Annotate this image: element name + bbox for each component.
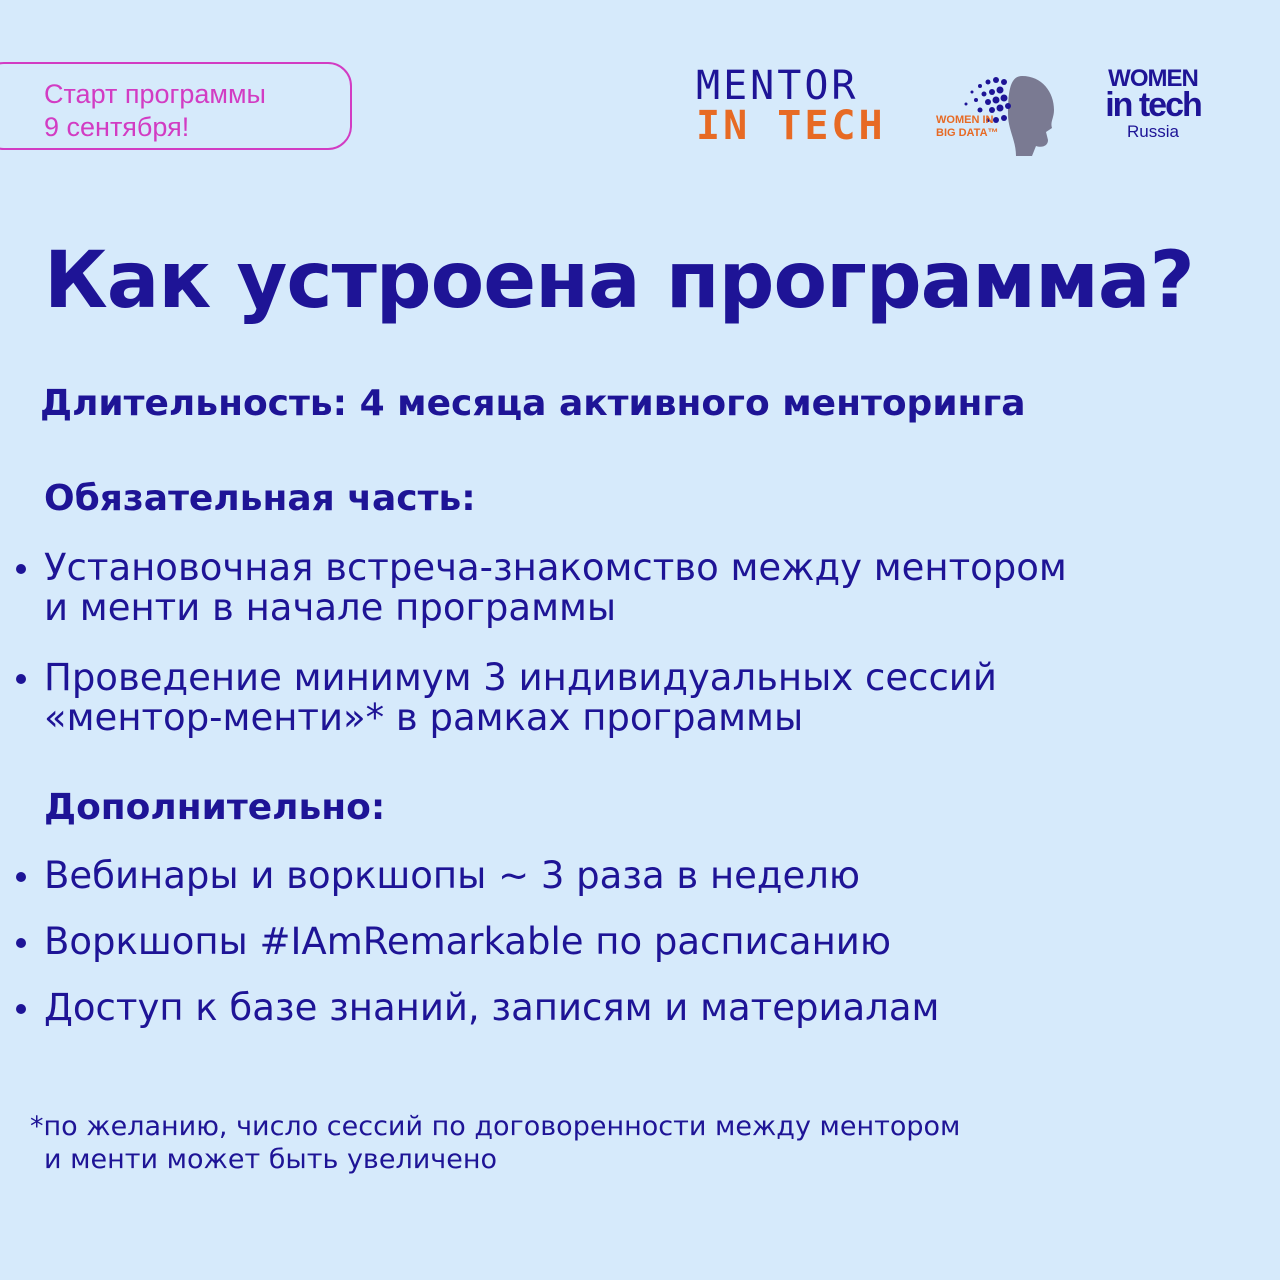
women-in-tech-line-3: Russia	[1127, 122, 1179, 141]
women-in-tech-line-2: in tech	[1105, 86, 1201, 124]
list-item	[0, 548, 1224, 628]
women-in-tech-logo	[1090, 65, 1216, 142]
women-in-big-data-line-1: WOMEN IN	[936, 114, 994, 126]
list-item-text: Доступ к базе знаний, записям и материалам	[44, 986, 940, 1029]
list-item-line-2: и менти в начале программы	[44, 586, 617, 629]
women-in-big-data-logo	[936, 70, 1060, 158]
program-start-badge	[0, 62, 352, 150]
list-item-text: Вебинары и воркшопы ~ 3 раза в неделю	[44, 854, 861, 897]
list-item	[0, 856, 1224, 896]
list-item	[0, 658, 1224, 738]
footnote	[30, 1110, 960, 1176]
page-title: Как устроена программа?	[44, 236, 1194, 326]
list-item	[0, 988, 1224, 1028]
footnote-line-2: и менти может быть увеличено	[44, 1144, 497, 1175]
mandatory-section-title: Обязательная часть:	[44, 478, 476, 519]
list-item-line-1: Проведение минимум 3 индивидуальных сессий	[44, 656, 997, 699]
additional-list	[0, 856, 1224, 1028]
mandatory-list	[0, 548, 1224, 738]
partner-logos	[696, 63, 1216, 156]
list-item-line-1: Установочная встреча-знакомство между ментором	[44, 546, 1067, 589]
mentor-in-tech-logo-line-2: IN TECH	[696, 103, 886, 149]
bullet-icon	[16, 938, 26, 948]
badge-line-1: Старт программы	[44, 79, 266, 109]
bullet-icon	[16, 872, 26, 882]
bullet-icon	[16, 674, 26, 684]
mentor-in-tech-logo	[696, 63, 886, 149]
duration-text: Длительность: 4 месяца активного менторинга	[40, 383, 1026, 424]
mentor-in-tech-logo-line-1: MENTOR	[696, 63, 859, 109]
badge-line-2: 9 сентября!	[44, 112, 190, 142]
list-item	[0, 922, 1224, 962]
women-in-tech-line-1: WOMEN	[1108, 65, 1198, 92]
women-in-big-data-text	[936, 114, 999, 140]
bullet-icon	[16, 1004, 26, 1014]
additional-section-title: Дополнительно:	[44, 787, 386, 828]
women-in-big-data-line-2: BIG DATA™	[936, 127, 999, 139]
list-item-text: Воркшопы #IAmRemarkable по расписанию	[44, 920, 891, 963]
bullet-icon	[16, 564, 26, 574]
list-item-line-2: «ментор-менти»* в рамках программы	[44, 696, 804, 739]
footnote-line-1: *по желанию, число сессий по договоренности между ментором	[30, 1111, 961, 1142]
